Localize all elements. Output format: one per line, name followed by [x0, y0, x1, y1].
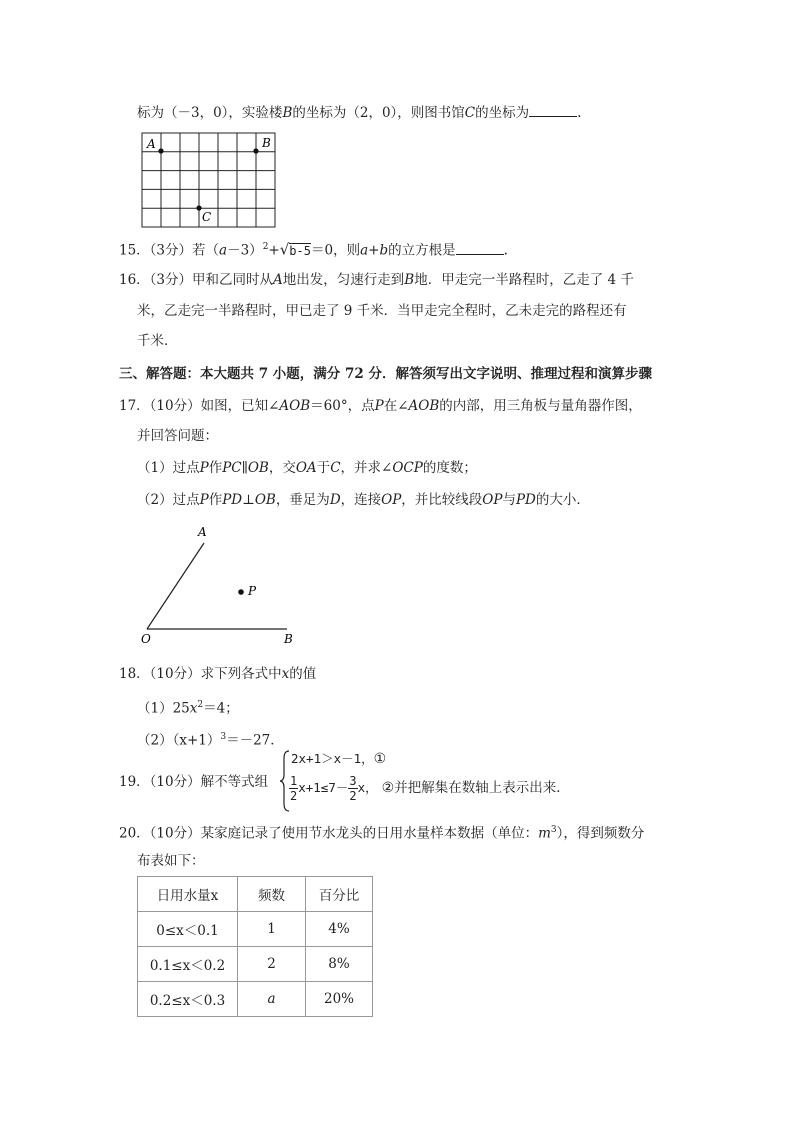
q18-title [119, 664, 316, 684]
label-c: C [202, 210, 212, 224]
q16-line1 [119, 270, 634, 290]
var-x: x [281, 666, 290, 682]
fraction-three-halves [348, 774, 357, 803]
table-cell: 1 [238, 912, 306, 947]
q14-text [137, 103, 581, 123]
point-c [196, 205, 201, 210]
angle-aob: AOB [279, 398, 311, 414]
point-a [158, 148, 163, 153]
circle-mark-2: ② [381, 780, 395, 796]
q15-mid: －3） [227, 242, 263, 259]
q17-s2-part1: （2）过点 [137, 492, 200, 508]
label-b: B [262, 136, 271, 150]
q15-text [119, 237, 508, 261]
q17-s2-part7: 的大小． [535, 492, 590, 508]
perp-symbol: ⊥ [242, 492, 255, 508]
table-header-row [138, 877, 373, 912]
frac-numerator: 3 [349, 774, 357, 788]
seg-op: OP [381, 492, 402, 508]
table-row [138, 982, 373, 1017]
q20-part1: 20．（10分）某家庭记录了使用节水龙头的日用水量样本数据（单位： [119, 825, 539, 842]
var-a-plus-b: a+b [360, 242, 389, 259]
q17-sub1 [137, 458, 477, 478]
inequality-1: 2x+1＞x－1， [291, 751, 374, 766]
q17-s2-part3: ，垂足为 [275, 492, 330, 508]
table-cell: 0.2≤x＜0.3 [138, 982, 238, 1017]
table-cell: 2 [238, 947, 306, 982]
label-a: A [198, 525, 207, 539]
var-b: B [404, 272, 415, 288]
seg-ob: OB [247, 460, 269, 476]
frac-numerator: 1 [290, 774, 298, 788]
var-p: P [374, 398, 384, 414]
q16-part3: 地．甲走完一半路程时，乙走了 4 千 [414, 272, 634, 288]
q19-suffix: 并把解集在数轴上表示出来． [394, 780, 570, 796]
ray-oa [147, 543, 204, 629]
label-p: P [248, 584, 257, 598]
fraction-half [289, 774, 298, 803]
label-b: B [284, 632, 293, 646]
q17-part2: ＝60°，点 [310, 398, 375, 414]
q20-line1 [119, 820, 644, 844]
point-b [253, 148, 258, 153]
var-d: D [329, 492, 341, 508]
q14-end: . [577, 105, 582, 121]
table-header-cell: 百分比 [306, 877, 373, 912]
q18-part1-eq [137, 695, 239, 719]
q14-part1: 标为（－3，0），实验楼 [137, 105, 283, 121]
q16-line2: 米，乙走完一半路程时，甲已走了 9 千米．当甲走完全程时，乙未走完的路程还有 [137, 303, 627, 319]
q17-s2-part2: 作 [208, 492, 223, 508]
q15-prefix: 15．（3分）若（ [119, 242, 220, 259]
table-cell: a [238, 982, 306, 1017]
q18-eq1-coef: （1）25 [137, 700, 190, 717]
unit-m: m [538, 825, 551, 842]
seg-pd: PD [515, 492, 536, 508]
answer-blank [456, 241, 504, 255]
var-p: P [199, 492, 209, 508]
q18-eq2-rhs: ＝－27． [226, 732, 284, 749]
q15-end: . [503, 242, 508, 259]
q16-line3: 千米． [137, 333, 178, 349]
q20-part2: ），得到频数分 [556, 825, 645, 842]
var-x: x [189, 700, 198, 717]
q14-part3: 的坐标为 [475, 105, 530, 121]
frac-denominator: 2 [349, 789, 357, 803]
var-b: B [282, 105, 293, 121]
seg-ob: OB [254, 492, 276, 508]
coordinate-grid-figure [140, 131, 280, 229]
q18-part2-eq [137, 727, 284, 751]
q19-ineq2 [289, 772, 570, 804]
table-row [138, 912, 373, 947]
frequency-table [137, 876, 373, 1017]
seg-op: OP [482, 492, 503, 508]
q15-plus: + [268, 242, 280, 259]
q18-part2: 的值 [289, 666, 317, 682]
q20-line2: 布表如下： [137, 853, 205, 869]
table-header-cell: 日用水量x [138, 877, 238, 912]
q17-sub2 [137, 490, 590, 510]
table-cell: 4% [306, 912, 373, 947]
angle-figure [138, 522, 298, 648]
q16-part1: 16．（3分）甲和乙同时从 [119, 272, 274, 288]
q17-part1: 17．（10分）如图，已知∠ [119, 398, 280, 414]
seg-pc: PC [222, 460, 242, 476]
q17-s2-part6: 与 [502, 492, 516, 508]
var-c: C [330, 460, 341, 476]
q18-eq2-lhs: （2）（x+1） [137, 732, 221, 749]
answer-blank [529, 103, 577, 117]
circle-mark-1: ① [373, 751, 387, 767]
q19-ineq1 [291, 749, 386, 769]
table-cell: 20% [306, 982, 373, 1017]
q19-prefix: 19．（10分）解不等式组 [119, 774, 269, 790]
point-p [238, 589, 244, 595]
sqrt-sign: √ [279, 240, 290, 259]
var-p: P [199, 460, 209, 476]
q15-tail: 的立方根是 [388, 242, 456, 259]
inequality-2-right: x， [357, 780, 378, 795]
q17-s1-part5: ，并求∠ [340, 460, 393, 476]
var-a: A [273, 272, 283, 288]
section-heading: 三、解答题：本大题共 7 小题，满分 72 分．解答须写出文字说明、推理过程和演算步骤 [119, 366, 652, 382]
q17-s1-part1: （1）过点 [137, 460, 200, 476]
frac-denominator: 2 [290, 789, 298, 803]
inequality-2-left: x+1≤7－ [298, 780, 349, 795]
exponent: 3 [220, 732, 227, 742]
q16-part2: 地出发，匀速行走到 [282, 272, 405, 288]
unit-exponent: 3 [550, 825, 557, 835]
q17-line2: 并回答问题： [137, 428, 218, 444]
label-o: O [141, 632, 151, 646]
table-header-cell: 频数 [238, 877, 306, 912]
q17-s2-part5: ，并比较线段 [401, 492, 483, 508]
seg-oa: OA [295, 460, 317, 476]
table-cell: 0≤x＜0.1 [138, 912, 238, 947]
label-a: A [147, 137, 156, 151]
q18-eq1-rhs: ＝4； [203, 700, 239, 717]
var-c: C [464, 105, 476, 121]
q17-part3: 在∠ [383, 398, 409, 414]
parallel-symbol: ∥ [241, 460, 248, 476]
q17-s2-part4: ，连接 [340, 492, 382, 508]
q17-part4: 的内部，用三角板与量角器作图， [439, 398, 642, 414]
q17-line1 [119, 396, 642, 416]
angle-ocp: OCP [392, 460, 423, 476]
table-cell: 8% [306, 947, 373, 982]
q17-s1-part2: 作 [208, 460, 223, 476]
q17-s1-part6: 的度数； [422, 460, 477, 476]
q17-s1-part4: 于 [316, 460, 331, 476]
table-row [138, 947, 373, 982]
q18-part1: 18．（10分）求下列各式中 [119, 666, 282, 682]
table-cell: 0.1≤x＜0.2 [138, 947, 238, 982]
angle-aob: AOB [408, 398, 440, 414]
sqrt-argument: b-5 [289, 243, 311, 258]
var-a: a [219, 242, 228, 259]
q15-exponent: 2 [262, 242, 269, 252]
exponent: 2 [197, 700, 204, 710]
q17-s1-part3: ，交 [268, 460, 296, 476]
seg-pd: PD [222, 492, 243, 508]
q15-eq: ＝0，则 [310, 242, 361, 259]
q14-part2: 的坐标为（2，0），则图书馆 [292, 105, 465, 121]
